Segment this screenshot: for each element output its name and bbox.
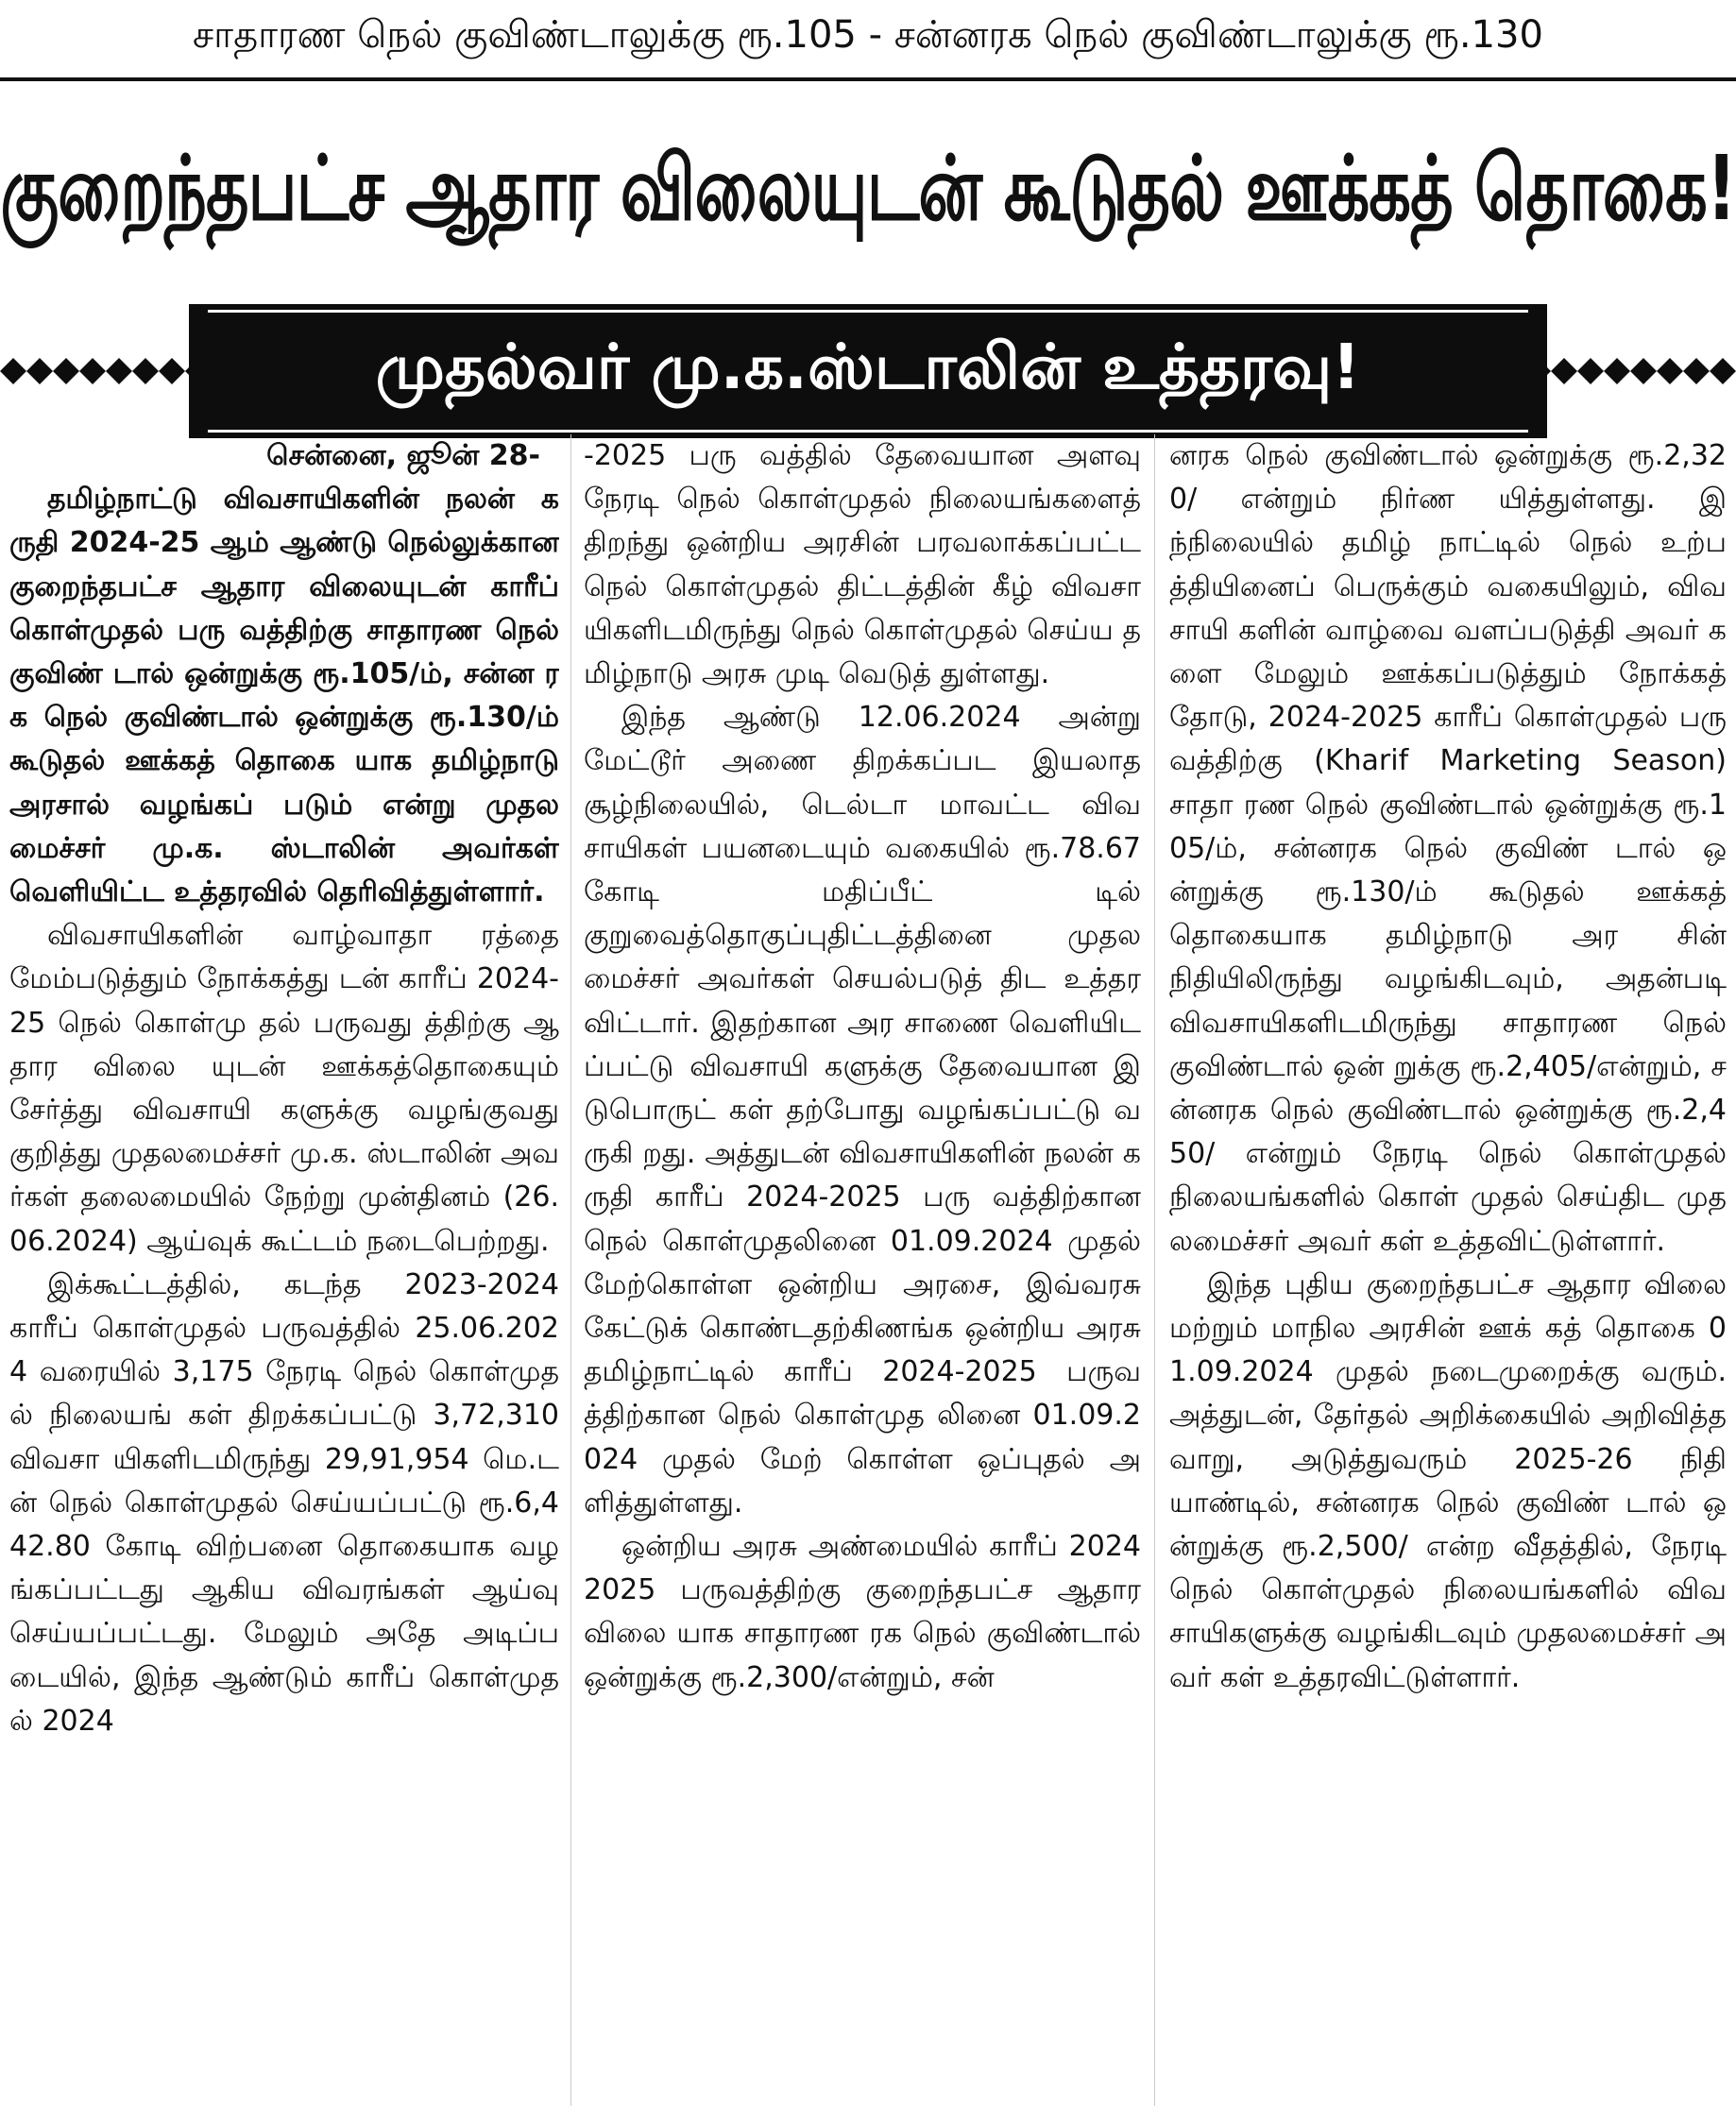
paragraph: இந்த புதிய குறைந்தபட்ச ஆதார விலை மற்றும் மாநில அரசின் ஊக் கத் தொகை 01.09.2024 முதல் நடைமுறைக்கு வரும். அத்துடன், தேர்தல் அறிக்கையில் அறிவித்த வாறு, அடுத்துவரும் 2025-26 நிதி யாண்டில், சன்னரக நெல் குவிண் டால் ஒன்றுக்கு ரூ.2,500/ என்ற வீதத்தில், நேரடி நெல் கொள்முதல் நிலையங்களில் விவசாயிகளுக்கு வழங்கிடவும் முதலமைச்சர் அவர் கள் உத்தரவிட்டுள்ளார். [1169,1267,1727,1694]
column-3 [1169,434,1727,2106]
headline: குறைந்தபட்ச ஆதார விலையுடன் கூடுதல் ஊக்கத் தொகை! [0,135,1736,241]
column-divider [570,434,571,2106]
banner-title: முதல்வர் மு.க.ஸ்டாலின் உத்தரவு! [375,331,1361,403]
paragraph: இந்த ஆண்டு 12.06.2024 அன்று மேட்டூர் அணை திறக்கப்பட இயலாத சூழ்நிலையில், டெல்டா மாவட்ட விவசாயிகள் பயனடையும் வகையில் ரூ.78.67 கோடி மதிப்பீட் டில் குறுவைத்தொகுப்புதிட்டத்தினை முதலமைச்சர் அவர்கள் செயல்படுத் திட உத்தரவிட்டார். இதற்கான அர சாணை வெளியிடப்பட்டு விவசாயி களுக்கு தேவையான இடுபொருட் கள் தற்போது வழங்கப்பட்டு வருகி றது. அத்துடன் விவசாயிகளின் நலன் கருதி காரீப் 2024-2025 பரு வத்திற்கான நெல் கொள்முதலினை 01.09.2024 முதல் மேற்கொள்ள ஒன்றிய அரசை, இவ்வரசு கேட்டுக் கொண்டதற்கிணங்க ஒன்றிய அரசு தமிழ்நாட்டில் காரீப் 2024-2025 பருவத்திற்கான நெல் கொள்முத லினை 01.09.2024 முதல் மேற் கொள்ள ஒப்புதல் அளித்துள்ளது. [584,701,1141,1520]
paragraph: ஒன்றிய அரசு அண்மையில் காரீப் 20242025 பருவத்திற்கு குறைந்தபட்ச ஆதாரவிலை யாக சாதாரண ரக நெல் குவிண்டால் ஒன்றுக்கு ரூ.2,300/என்றும், சன் [584,1530,1141,1694]
column-divider [1154,434,1155,2106]
paragraph: விவசாயிகளின் வாழ்வாதா ரத்தை மேம்படுத்தும் நோக்கத்து டன் காரீப் 2024-25 நெல் கொள்மு தல் பருவது த்திற்கு ஆதார விலை யுடன் ஊக்கத்தொகையும் சேர்த்து விவசாயி களுக்கு வழங்குவது குறித்து முதலமைச்சர் மு.க. ஸ்டாலின் அவர்கள் தலைமையில் நேற்று முன்தினம் (26.06.2024) ஆய்வுக் கூட்டம் நடைபெற்றது. [9,919,559,1258]
paragraph: னரக நெல் குவிண்டால் ஒன்றுக்கு ரூ.2,320/ என்றும் நிர்ண யித்துள்ளது. இந்நிலையில் தமிழ் நாட்டில் நெல் உற்பத்தியினைப் பெருக்கும் வகையிலும், விவசாயி களின் வாழ்வை வளப்படுத்தி அவர் களை மேலும் ஊக்கப்படுத்தும் நோக்கத் தோடு, 2024-2025 காரீப் கொள்முதல் பரு வத்திற்கு (Kharif Marketing Season) சாதா ரண நெல் குவிண்டால் ஒன்றுக்கு ரூ.105/ம், சன்னரக நெல் குவிண் டால் ஒன்றுக்கு ரூ.130/ம் கூடுதல் ஊக்கத் தொகையாக தமிழ்நாடு அர சின் நிதியிலிருந்து வழங்கிடவும், அதன்படி விவசாயிகளிடமிருந்து சாதாரண நெல் குவிண்டால் ஒன் றுக்கு ரூ.2,405/என்றும், சன்னரக நெல் குவிண்டால் ஒன்றுக்கு ரூ.2,450/ என்றும் நேரடி நெல் கொள்முதல் நிலையங்களில் கொள் முதல் செய்திட முதலமைச்சர் அவர் கள் உத்தவிட்டுள்ளார். [1169,439,1727,1258]
paragraph: -2025 பரு வத்தில் தேவையான அளவு நேரடி நெல் கொள்முதல் நிலையங்களைத் திறந்து ஒன்றிய அரசின் பரவலாக்கப்பட்ட நெல் கொள்முதல் திட்டத்தின் கீழ் விவசா யிகளிடமிருந்து நெல் கொள்முதல் செய்ய தமிழ்நாடு அரசு முடி வெடுத் துள்ளது. [584,439,1141,691]
lead-paragraph: தமிழ்நாட்டு விவசாயிகளின் நலன் கருதி 2024-25 ஆம் ஆண்டு நெல்லுக்கான குறைந்தபட்ச ஆதார விலையுடன் காரீப் கொள்முதல் பரு வத்திற்கு சாதாரண நெல் குவிண் டால் ஒன்றுக்கு ரூ.105/ம், சன்ன ரக நெல் குவிண்டால் ஒன்றுக்கு ரூ.130/ம் கூடுதல் ஊக்கத் தொகை யாக தமிழ்நாடு அரசால் வழங்கப் படும் என்று முதலமைச்சர் மு.க. ஸ்டாலின் அவர்கள் வெளியிட்ட உத்தரவில் தெரிவித்துள்ளார். [9,483,559,909]
kicker-line: சாதாரண நெல் குவிண்டாலுக்கு ரூ.105 - சன்னரக நெல் குவிண்டாலுக்கு ரூ.130 [193,12,1543,57]
kicker-rule [0,77,1736,81]
dateline: சென்னை, ஜூன் 28- [266,439,540,472]
paragraph: இக்கூட்டத்தில், கடந்த 2023-2024 காரீப் கொள்முதல் பருவத்தில் 25.06.2024 வரையில் 3,175 நேரடி நெல் கொள்முதல் நிலையங் கள் திறக்கப்பட்டு 3,72,310 விவசா யிகளிடமிருந்து 29,91,954 மெ.டன் நெல் கொள்முதல் செய்யப்பட்டு ரூ.6,442.80 கோடி விற்பனை தொகையாக வழங்கப்பட்டது ஆகிய விவரங்கள் ஆய்வு செய்யப்பட்டது. மேலும் அதே அடிப்படையில், இந்த ஆண்டும் காரீப் கொள்முதல் 2024 [9,1267,559,1738]
column-2 [584,434,1141,2106]
article-body [0,434,1736,2106]
banner [0,304,1736,438]
column-1 [9,434,559,2106]
